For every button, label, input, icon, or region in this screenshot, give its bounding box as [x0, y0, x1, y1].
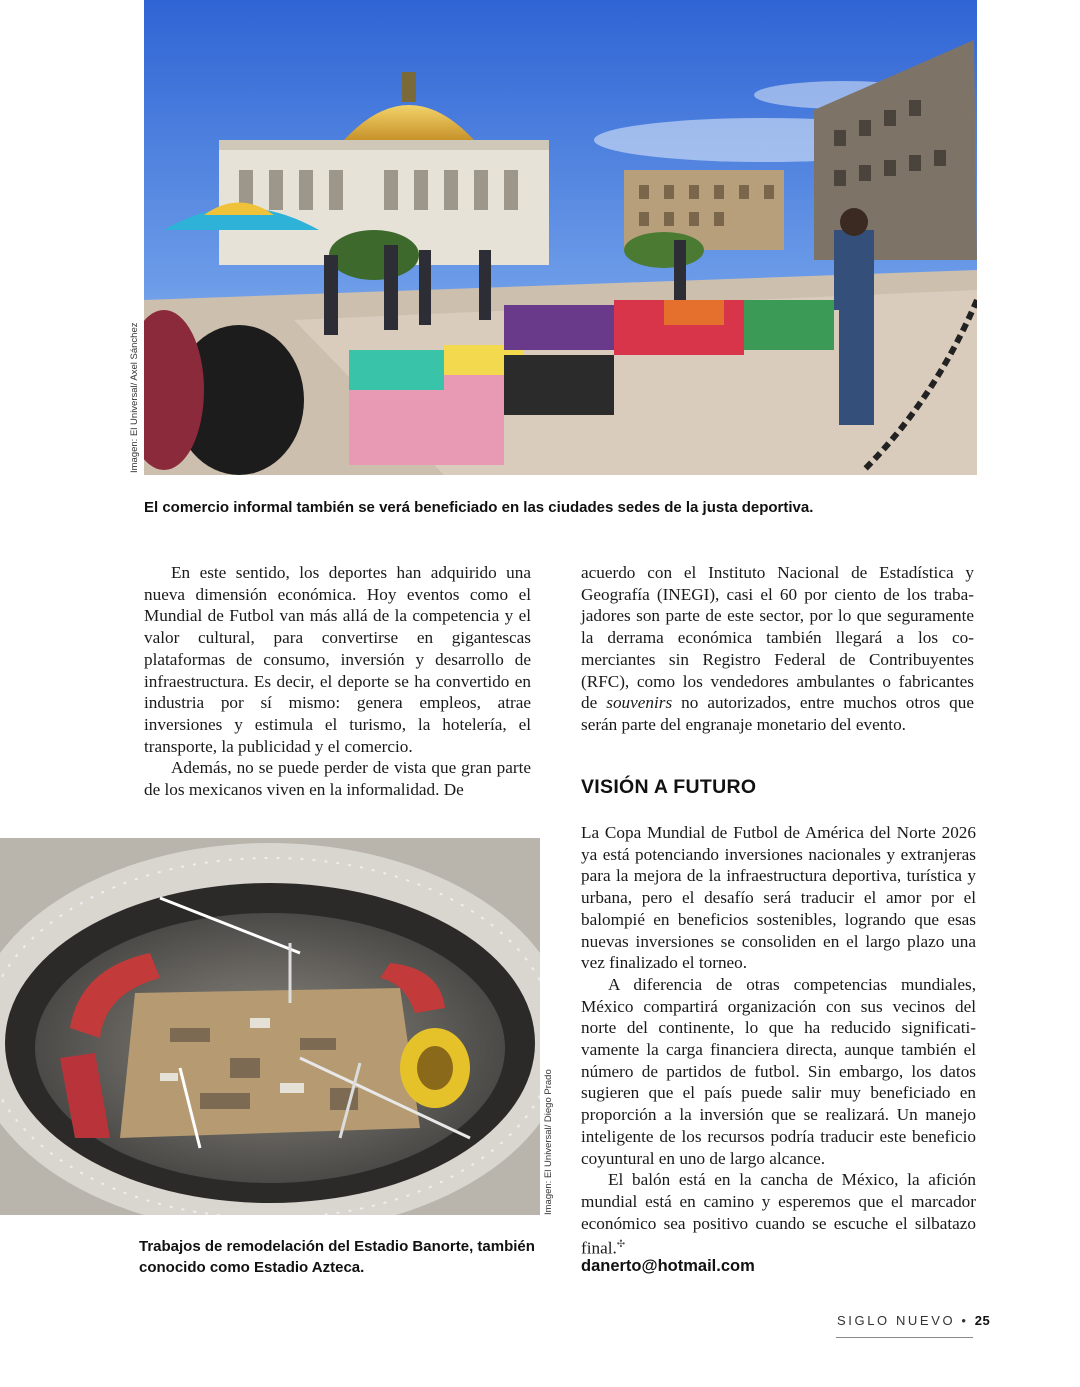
top-photo-credit: Imagen: El Universal/ Axel Sánchez [129, 322, 140, 473]
right-paragraph-1-text-b: no autorizados, entre muchos otros que serán parte del engranaje monetario del evento. [581, 693, 974, 734]
footer-rule [836, 1337, 973, 1338]
magazine-name: SIGLO NUEVO [837, 1313, 956, 1328]
page-footer [837, 1313, 990, 1328]
top-photo-caption: El comercio informal también se verá beneficiado en las ciudades sedes de la justa deportiva. [144, 499, 814, 516]
right-column-bottom [581, 822, 976, 1260]
bottom-caption-line-1: Trabajos de remodelación del Estadio Banorte, también [139, 1238, 535, 1255]
right-paragraph-4-text: El balón está en la cancha de México, la afición mundial está en camino y esperemos que el marcador económico sea positivo cuando se escuche el silbatazo final. [581, 1170, 976, 1259]
plaza-illustration [144, 0, 977, 475]
bottom-photo-caption [139, 1236, 559, 1278]
footer-separator: • [961, 1313, 969, 1328]
bottom-photo-credit: Imagen: El Universal/ Diego Prado [543, 1069, 554, 1215]
left-paragraph-2: Además, no se puede perder de vista que gran parte de los mexicanos viven en la informalidad. De [144, 758, 531, 800]
right-column-top [581, 562, 974, 736]
right-paragraph-4 [581, 1169, 976, 1260]
souvenirs-italic: souvenirs [606, 693, 673, 713]
top-photo-bellas-artes [144, 0, 977, 475]
bottom-caption-line-2: conocido como Estadio Azteca. [139, 1259, 365, 1276]
right-paragraph-1-text-a: acuerdo con el Instituto Nacional de Estadística y Geografía (INEGI), casi el 60 por ciento de los trabajadores son parte de este sector, por lo que seguramente la derrama económica también llegará a los comerciantes sin Registro Federal de Contribuyentes (RFC), como los vendedores ambulantes o fabricantes de [581, 563, 974, 713]
bottom-photo-estadio [0, 838, 540, 1215]
author-email[interactable]: danerto@hotmail.com [581, 1257, 755, 1275]
right-paragraph-2: La Copa Mundial de Futbol de América del Norte 2026 ya está potenciando inversiones nacionales y extranjeras para la mejora de la infraestructura deportiva, turística y urbana, pero el desafío será traducir el amor por el balompié en beneficios sostenibles, logrando que esas nuevas inversiones se consoliden en el largo plazo una vez finalizado el torneo. [581, 823, 976, 973]
right-paragraph-3: A diferencia de otras competencias mundiales, México compartirá organización con sus vecinos del norte del continente, lo que ha reducido significativamente la carga financiera directa, aunque también el número de partidos de futbol. Sin embargo, los datos sugieren que el país puede salir muy beneficiado en proporción a la inversión que se realizará. Un manejo inteligente de los recursos podría traducir este beneficio coyuntural en uno de largo alcance. [581, 974, 976, 1168]
left-paragraph-1: En este sentido, los deportes han adquirido una nueva dimensión económica. Hoy eventos como el Mundial de Futbol van más allá de la competencia y el valor cultural, para convertirse en gigantescas plataformas de consumo, inversión y desarrollo de infraestructura. Es decir, el deporte se ha convertido en industria por sí mismo: genera empleos, atrae inversiones y estimula el turismo, la hotelería, el transporte, la publicidad y el comercio. [144, 563, 531, 756]
section-heading: VISIÓN A FUTURO [581, 776, 757, 798]
end-mark-icon: ✣ [616, 1239, 626, 1251]
stadium-illustration [0, 838, 540, 1215]
page-number: 25 [974, 1313, 991, 1328]
right-paragraph-1 [581, 562, 974, 736]
left-column [144, 562, 531, 801]
